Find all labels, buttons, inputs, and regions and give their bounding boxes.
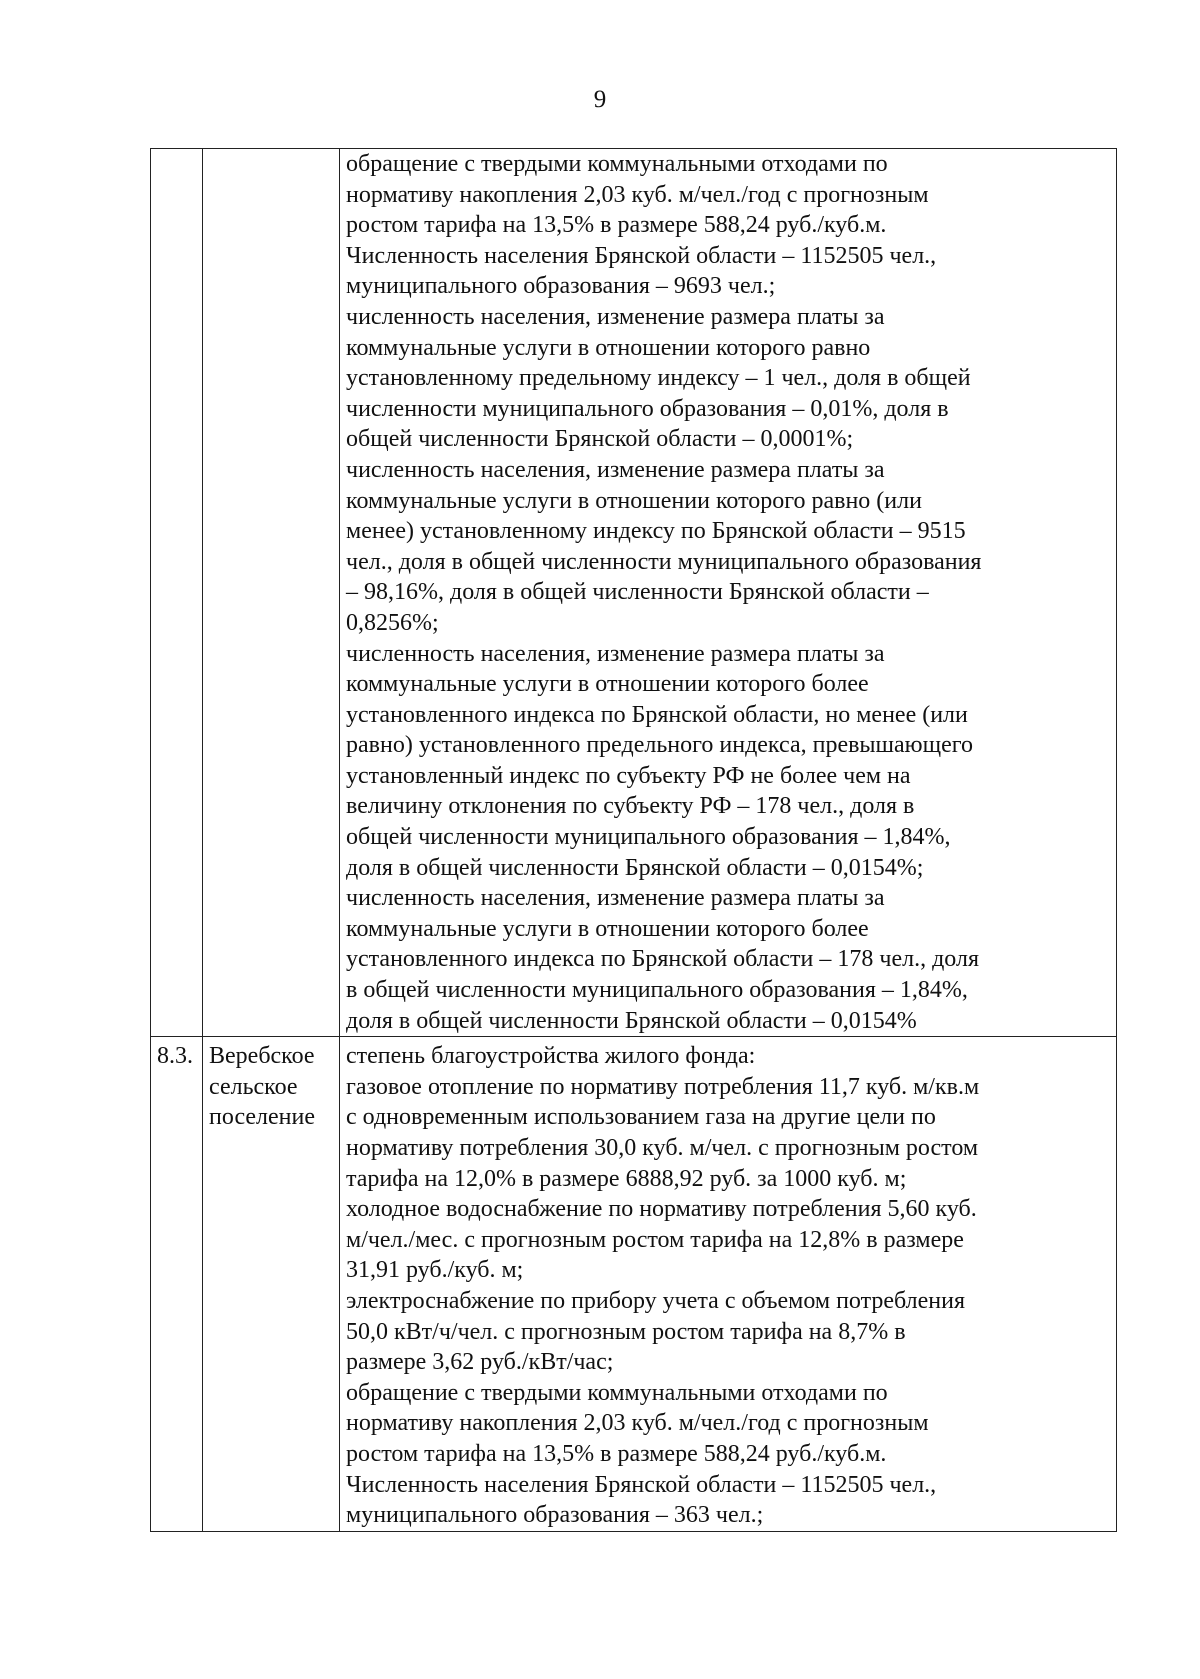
text-line: электроснабжение по прибору учета с объемом потребления — [346, 1287, 965, 1314]
municipality-name-cell — [203, 149, 340, 1037]
page-number: 9 — [593, 86, 607, 113]
text-line: коммунальные услуги в отношении которого более — [346, 915, 869, 942]
municipality-name-line: поселение — [209, 1104, 316, 1131]
row-text-cell — [340, 1037, 1117, 1532]
text-line: установленному предельному индексу – 1 чел., доля в общей — [346, 365, 971, 392]
text-line: доля в общей численности Брянской области – 0,0154%; — [346, 854, 924, 881]
text-line: – 98,16%, доля в общей численности Брянской области – — [346, 579, 929, 606]
text-line: равно) установленного предельного индекса, превышающего — [346, 732, 973, 759]
text-line: 31,91 руб./куб. м; — [346, 1257, 524, 1284]
text-line: размере 3,62 руб./кВт/час; — [346, 1349, 614, 1376]
text-line: нормативу накопления 2,03 куб. м/чел./год с прогнозным — [346, 1410, 929, 1437]
row-text-cell — [340, 149, 1117, 1037]
text-line: тарифа на 12,0% в размере 6888,92 руб. за 1000 куб. м; — [346, 1165, 907, 1192]
text-line: численность населения, изменение размера платы за — [346, 456, 885, 483]
text-line: с одновременным использованием газа на другие цели по — [346, 1104, 936, 1131]
text-line: 0,8256%; — [346, 609, 439, 636]
table-row — [151, 1037, 1117, 1532]
municipality-name-line: Веребское — [209, 1043, 315, 1070]
municipality-name-line: сельское — [209, 1073, 298, 1100]
text-line: численность населения, изменение размера платы за — [346, 885, 885, 912]
text-line: ростом тарифа на 13,5% в размере 588,24 руб./куб.м. — [346, 1440, 887, 1467]
row-number-cell — [151, 1037, 203, 1532]
text-line: Численность населения Брянской области – 1152505 чел., — [346, 1471, 937, 1498]
text-line: общей численности Брянской области – 0,0001%; — [346, 426, 854, 453]
text-line: установленного индекса по Брянской области – 178 чел., доля — [346, 946, 979, 973]
document-table — [150, 148, 1117, 1532]
text-line: нормативу накопления 2,03 куб. м/чел./год с прогнозным — [346, 181, 929, 208]
text-line: общей численности муниципального образования – 1,84%, — [346, 824, 951, 851]
text-line: ростом тарифа на 13,5% в размере 588,24 руб./куб.м. — [346, 212, 887, 239]
text-line: 50,0 кВт/ч/чел. с прогнозным ростом тарифа на 8,7% в — [346, 1318, 906, 1345]
text-line: муниципального образования – 363 чел.; — [346, 1502, 764, 1529]
text-line: степень благоустройства жилого фонда: — [346, 1043, 756, 1070]
text-line: численности муниципального образования – 0,01%, доля в — [346, 395, 949, 422]
text-line: обращение с твердыми коммунальными отходами по — [346, 151, 888, 177]
text-line: чел., доля в общей численности муниципального образования — [346, 548, 982, 575]
text-line: численность населения, изменение размера платы за — [346, 640, 885, 667]
text-line: обращение с твердыми коммунальными отходами по — [346, 1379, 888, 1406]
text-line: коммунальные услуги в отношении которого равно (или — [346, 487, 922, 514]
text-line: менее) установленному индексу по Брянской области – 9515 — [346, 518, 966, 545]
text-line: коммунальные услуги в отношении которого равно — [346, 334, 871, 361]
row-number-cell — [151, 149, 203, 1037]
text-line: численность населения, изменение размера платы за — [346, 303, 885, 330]
text-line: м/чел./мес. с прогнозным ростом тарифа на 12,8% в размере — [346, 1226, 964, 1253]
text-line: величину отклонения по субъекту РФ – 178 чел., доля в — [346, 793, 915, 820]
text-line: холодное водоснабжение по нормативу потребления 5,60 куб. — [346, 1196, 977, 1223]
text-line: установленный индекс по субъекту РФ не более чем на — [346, 762, 911, 789]
text-line: муниципального образования – 9693 чел.; — [346, 273, 776, 300]
text-line: установленного индекса по Брянской области, но менее (или — [346, 701, 968, 728]
text-line: нормативу потребления 30,0 куб. м/чел. с прогнозным ростом — [346, 1135, 979, 1161]
text-line: доля в общей численности Брянской области – 0,0154% — [346, 1007, 917, 1034]
text-line: газовое отопление по нормативу потребления 11,7 куб. м/кв.м — [346, 1073, 980, 1100]
text-line: Численность населения Брянской области – 1152505 чел., — [346, 242, 937, 269]
row-number: 8.3. — [157, 1043, 193, 1070]
text-line: в общей численности муниципального образования – 1,84%, — [346, 977, 968, 1004]
municipality-name-cell — [203, 1037, 340, 1532]
text-line: коммунальные услуги в отношении которого более — [346, 671, 869, 698]
table-row — [151, 149, 1117, 1037]
